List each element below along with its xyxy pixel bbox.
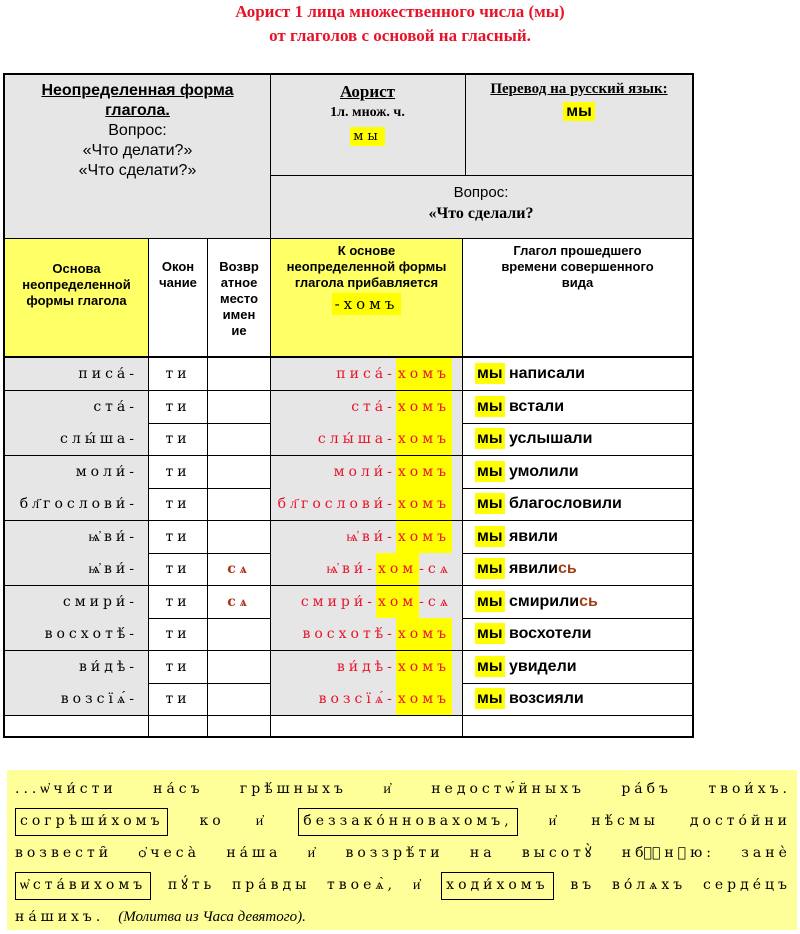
quote-word: и҆ <box>548 813 561 829</box>
translation-cell <box>463 358 692 390</box>
translation-verb: явили <box>508 560 558 577</box>
col-aorist-header <box>271 239 462 356</box>
translation-verb: смирили <box>508 592 580 610</box>
translation-pronoun: мы <box>477 430 503 447</box>
translation-cell <box>463 683 692 715</box>
reflexive-cell: сѧ <box>227 593 251 610</box>
question-label: Вопрос: <box>453 184 509 201</box>
aorist-pronoun: мы <box>350 127 384 146</box>
quote-word: грѣ́шныхъ <box>239 781 347 797</box>
stem-cell: бл҃гослови́- <box>5 488 148 520</box>
aorist-header-cell <box>270 75 465 175</box>
ending-cell: ти <box>165 528 191 545</box>
aorist-form-cell <box>271 586 462 618</box>
translation-pronoun: мы <box>477 527 503 545</box>
infinitive-title: Неопределенная форма глагола. <box>41 82 234 119</box>
translation-pronoun: мы <box>477 365 503 382</box>
quote-word: серде́цъ <box>702 877 791 893</box>
aorist-stem: пиcа́- <box>336 366 396 382</box>
table-row <box>5 488 692 521</box>
ending-cell: ти <box>165 658 191 675</box>
reflexive-cell <box>208 456 270 488</box>
aorist-suffix: хомъ <box>396 358 452 390</box>
translation-pronoun: мы <box>477 657 503 675</box>
aorist-suffix: хомъ <box>396 521 452 553</box>
quote-line-5 <box>15 902 791 932</box>
aorist-suffix: хомъ <box>396 618 452 650</box>
translation-verb-suffix: сь <box>579 592 598 610</box>
aorist-stem: ви́дѣ- <box>336 658 396 675</box>
translation-pronoun: мы <box>477 462 503 480</box>
aorist-stem: бл҃гослови́- <box>277 496 396 512</box>
infinitive-header-cell <box>5 75 270 238</box>
stem-cell: восхотѣ́- <box>5 618 148 650</box>
ending-cell: ти <box>165 398 191 415</box>
translation-verb: возсияли <box>508 690 584 707</box>
translation-cell <box>463 391 692 423</box>
table-row <box>5 651 692 684</box>
translation-verb: встали <box>508 397 565 415</box>
translation-verb: написали <box>508 365 586 382</box>
translation-cell <box>463 553 692 585</box>
translation-pronoun: мы <box>563 102 595 121</box>
aorist-reflexive: -сѧ <box>419 561 452 577</box>
divider <box>5 238 692 239</box>
translation-header-cell <box>466 75 692 175</box>
aorist-suffix: хомъ <box>396 651 452 683</box>
boxed-aorist-word: беззако́нновахомъ, <box>298 808 517 836</box>
aorist-sub: 1л. множ. ч. <box>330 105 405 120</box>
col-stem-header <box>5 239 148 356</box>
col-aorist-label: К основе неопределенной формы глагола прибавляется <box>286 243 447 290</box>
ending-cell: ти <box>165 431 191 447</box>
quote-word: нѣ́смы <box>591 813 659 829</box>
quote-word: на́ша <box>226 845 282 861</box>
ending-cell: ти <box>165 691 191 707</box>
aorist-form-cell <box>271 521 462 553</box>
col-ending-label: Окон чание <box>159 259 197 290</box>
quote-word: высотꙋ̀ <box>521 845 596 861</box>
table-row <box>5 391 692 424</box>
quote-word: возвести̑ <box>15 845 113 861</box>
quote-word: ко <box>199 813 225 829</box>
table-row <box>5 423 692 456</box>
table-row <box>5 586 692 619</box>
quote-word: во́лѧхъ <box>611 877 687 893</box>
infinitive-question-1: «Что делати?» <box>82 142 193 159</box>
aorist-stem: моли́- <box>333 463 396 480</box>
reflexive-cell <box>208 521 270 553</box>
table-row <box>5 618 692 651</box>
aorist-form-cell <box>271 488 462 520</box>
aorist-title: Аорист <box>339 82 396 101</box>
aorist-form-cell <box>271 618 462 650</box>
translation-title: Перевод на русский язык: <box>490 81 668 97</box>
col-ending-header <box>149 239 207 356</box>
aorist-form-cell <box>271 391 462 423</box>
quote-word: на́съ <box>153 781 204 797</box>
divider <box>270 75 271 736</box>
stem-cell: ста́- <box>5 391 148 423</box>
aorist-form-cell <box>271 651 462 683</box>
aorist-suffix: хом <box>376 586 419 618</box>
aorist-stem: возсїѧ́- <box>318 691 396 707</box>
aorist-suffix: хомъ <box>396 488 452 520</box>
quote-word: пꙋ́ть <box>167 877 216 893</box>
quote-word: досто́йни <box>689 813 791 829</box>
quote-word: и҆ <box>255 813 268 829</box>
aorist-stem: слы́ша- <box>317 431 396 447</box>
aorist-suffix: хомъ <box>396 683 452 715</box>
quote-line-4 <box>15 870 791 900</box>
infinitive-question-2: «Что сделати?» <box>78 162 197 179</box>
col-aorist-suffix: -хомъ <box>332 293 402 315</box>
aorist-suffix: хомъ <box>396 423 452 455</box>
col-reflexive-header <box>208 239 270 356</box>
stem-cell: пиcа́- <box>5 358 148 390</box>
quote-word: и҆ <box>307 845 320 861</box>
quote-word: ра́бъ <box>621 781 672 797</box>
title-line-2: от глаголов с основой на гласный. <box>269 26 531 45</box>
stem-cell: смири́- <box>5 586 148 618</box>
aorist-stem: ѩ҆ви́- <box>326 561 376 577</box>
translation-verb: восхотели <box>508 625 592 642</box>
aorist-suffix: хомъ <box>396 456 452 488</box>
translation-verb: услышали <box>508 430 593 447</box>
quote-word: на́шихъ. <box>15 909 105 925</box>
infinitive-question-label: Вопрос: <box>108 122 167 139</box>
table-row <box>5 553 692 586</box>
quote-word: занѐ <box>741 845 791 861</box>
reflexive-cell <box>208 488 270 520</box>
reflexive-cell <box>208 651 270 683</box>
quote-word: нбⷭ҇нꙋю: <box>621 845 715 861</box>
boxed-aorist-word: ѡ҆ста́вихомъ <box>15 872 151 900</box>
quote-word: твои́хъ. <box>708 781 791 797</box>
divider <box>148 239 149 736</box>
boxed-aorist-word: согрѣши́хомъ <box>15 808 168 836</box>
boxed-aorist-word: ходи́хомъ <box>441 872 553 900</box>
reflexive-cell: сѧ <box>227 561 251 577</box>
translation-cell <box>463 521 692 553</box>
translation-pronoun: мы <box>477 592 503 610</box>
translation-cell <box>463 488 692 520</box>
reflexive-cell <box>208 683 270 715</box>
translation-verb: благословили <box>508 495 622 512</box>
translation-cell <box>463 618 692 650</box>
divider <box>5 715 692 716</box>
quote-word: въ <box>570 877 596 893</box>
translation-verb: явили <box>508 527 558 545</box>
translation-pronoun: мы <box>477 690 503 707</box>
divider <box>462 239 463 736</box>
quote-source: (Молитва из Часа девятого). <box>118 909 306 925</box>
translation-cell <box>463 423 692 455</box>
quote-line-1 <box>15 774 791 804</box>
ending-cell: ти <box>165 496 191 512</box>
aorist-reflexive: -сѧ <box>419 593 452 610</box>
quote-word: пра́вды <box>231 877 311 893</box>
translation-cell <box>463 586 692 618</box>
aorist-suffix: хом <box>376 553 419 585</box>
translation-cell <box>463 456 692 488</box>
stem-cell: ѩ҆ви́- <box>5 521 148 553</box>
col-stem-label: Основа неопределенной формы глагола <box>22 261 131 308</box>
reflexive-cell <box>208 391 270 423</box>
reflexive-cell <box>208 358 270 390</box>
aorist-stem: ста́- <box>351 398 396 415</box>
translation-verb: увидели <box>508 657 577 675</box>
translation-cell <box>463 651 692 683</box>
aorist-suffix: хомъ <box>396 391 452 423</box>
quote-word: недостѡ́йныхъ <box>431 781 585 797</box>
quote-word: ...ѡ҆чи́сти <box>15 781 117 797</box>
stem-cell: возсїѧ́- <box>5 683 148 715</box>
aorist-form-cell <box>271 423 462 455</box>
col-reflexive-label: Возвр атное место имен ие <box>219 259 259 338</box>
table-row <box>5 683 692 716</box>
aorist-form-cell <box>271 456 462 488</box>
translation-verb: умолили <box>508 462 579 480</box>
quote-line-3 <box>15 838 791 868</box>
aorist-table <box>3 73 694 738</box>
quote-line-2 <box>15 806 791 836</box>
table-row <box>5 456 692 489</box>
col-translation-header <box>463 239 692 356</box>
prayer-quote <box>7 770 797 930</box>
divider <box>465 75 466 176</box>
page-title <box>0 0 800 48</box>
title-line-1: Аорист 1 лица множественного числа (мы) <box>235 2 565 21</box>
stem-cell: слы́ша- <box>5 423 148 455</box>
ending-cell: ти <box>165 593 191 610</box>
aorist-form-cell <box>271 358 462 390</box>
aorist-stem: смири́- <box>300 593 376 610</box>
ending-cell: ти <box>165 366 191 382</box>
table-row <box>5 358 692 391</box>
aorist-stem: восхотѣ́- <box>302 626 396 642</box>
table-row <box>5 521 692 554</box>
ending-cell: ти <box>165 561 191 577</box>
question-cell <box>270 176 692 238</box>
divider <box>5 356 692 358</box>
quote-word: твоеѧ̀, <box>327 877 397 893</box>
aorist-form-cell <box>271 553 462 585</box>
reflexive-cell <box>208 423 270 455</box>
aorist-stem: ѩ҆ви́- <box>346 528 396 545</box>
translation-pronoun: мы <box>477 560 503 577</box>
ending-cell: ти <box>165 463 191 480</box>
translation-pronoun: мы <box>477 625 503 642</box>
quote-word: и҆ <box>412 877 425 893</box>
stem-cell: ви́дѣ- <box>5 651 148 683</box>
quote-word: и҆ <box>383 781 395 797</box>
ending-cell: ти <box>165 626 191 642</box>
divider <box>207 239 208 736</box>
translation-pronoun: мы <box>477 397 503 415</box>
divider <box>270 175 692 176</box>
stem-cell: моли́- <box>5 456 148 488</box>
translation-verb-suffix: сь <box>557 560 577 577</box>
stem-cell: ѩ҆ви́- <box>5 553 148 585</box>
reflexive-cell <box>208 618 270 650</box>
quote-word: ѻ҆чеса̀ <box>138 845 200 861</box>
col-translation-label: Глагол прошедшего времени совершенного вида <box>501 243 654 290</box>
translation-pronoun: мы <box>477 495 503 512</box>
aorist-form-cell <box>271 683 462 715</box>
quote-word: на <box>469 845 496 861</box>
question-text: «Что сделали? <box>428 205 534 222</box>
quote-word: воззрѣ́ти <box>345 845 444 861</box>
